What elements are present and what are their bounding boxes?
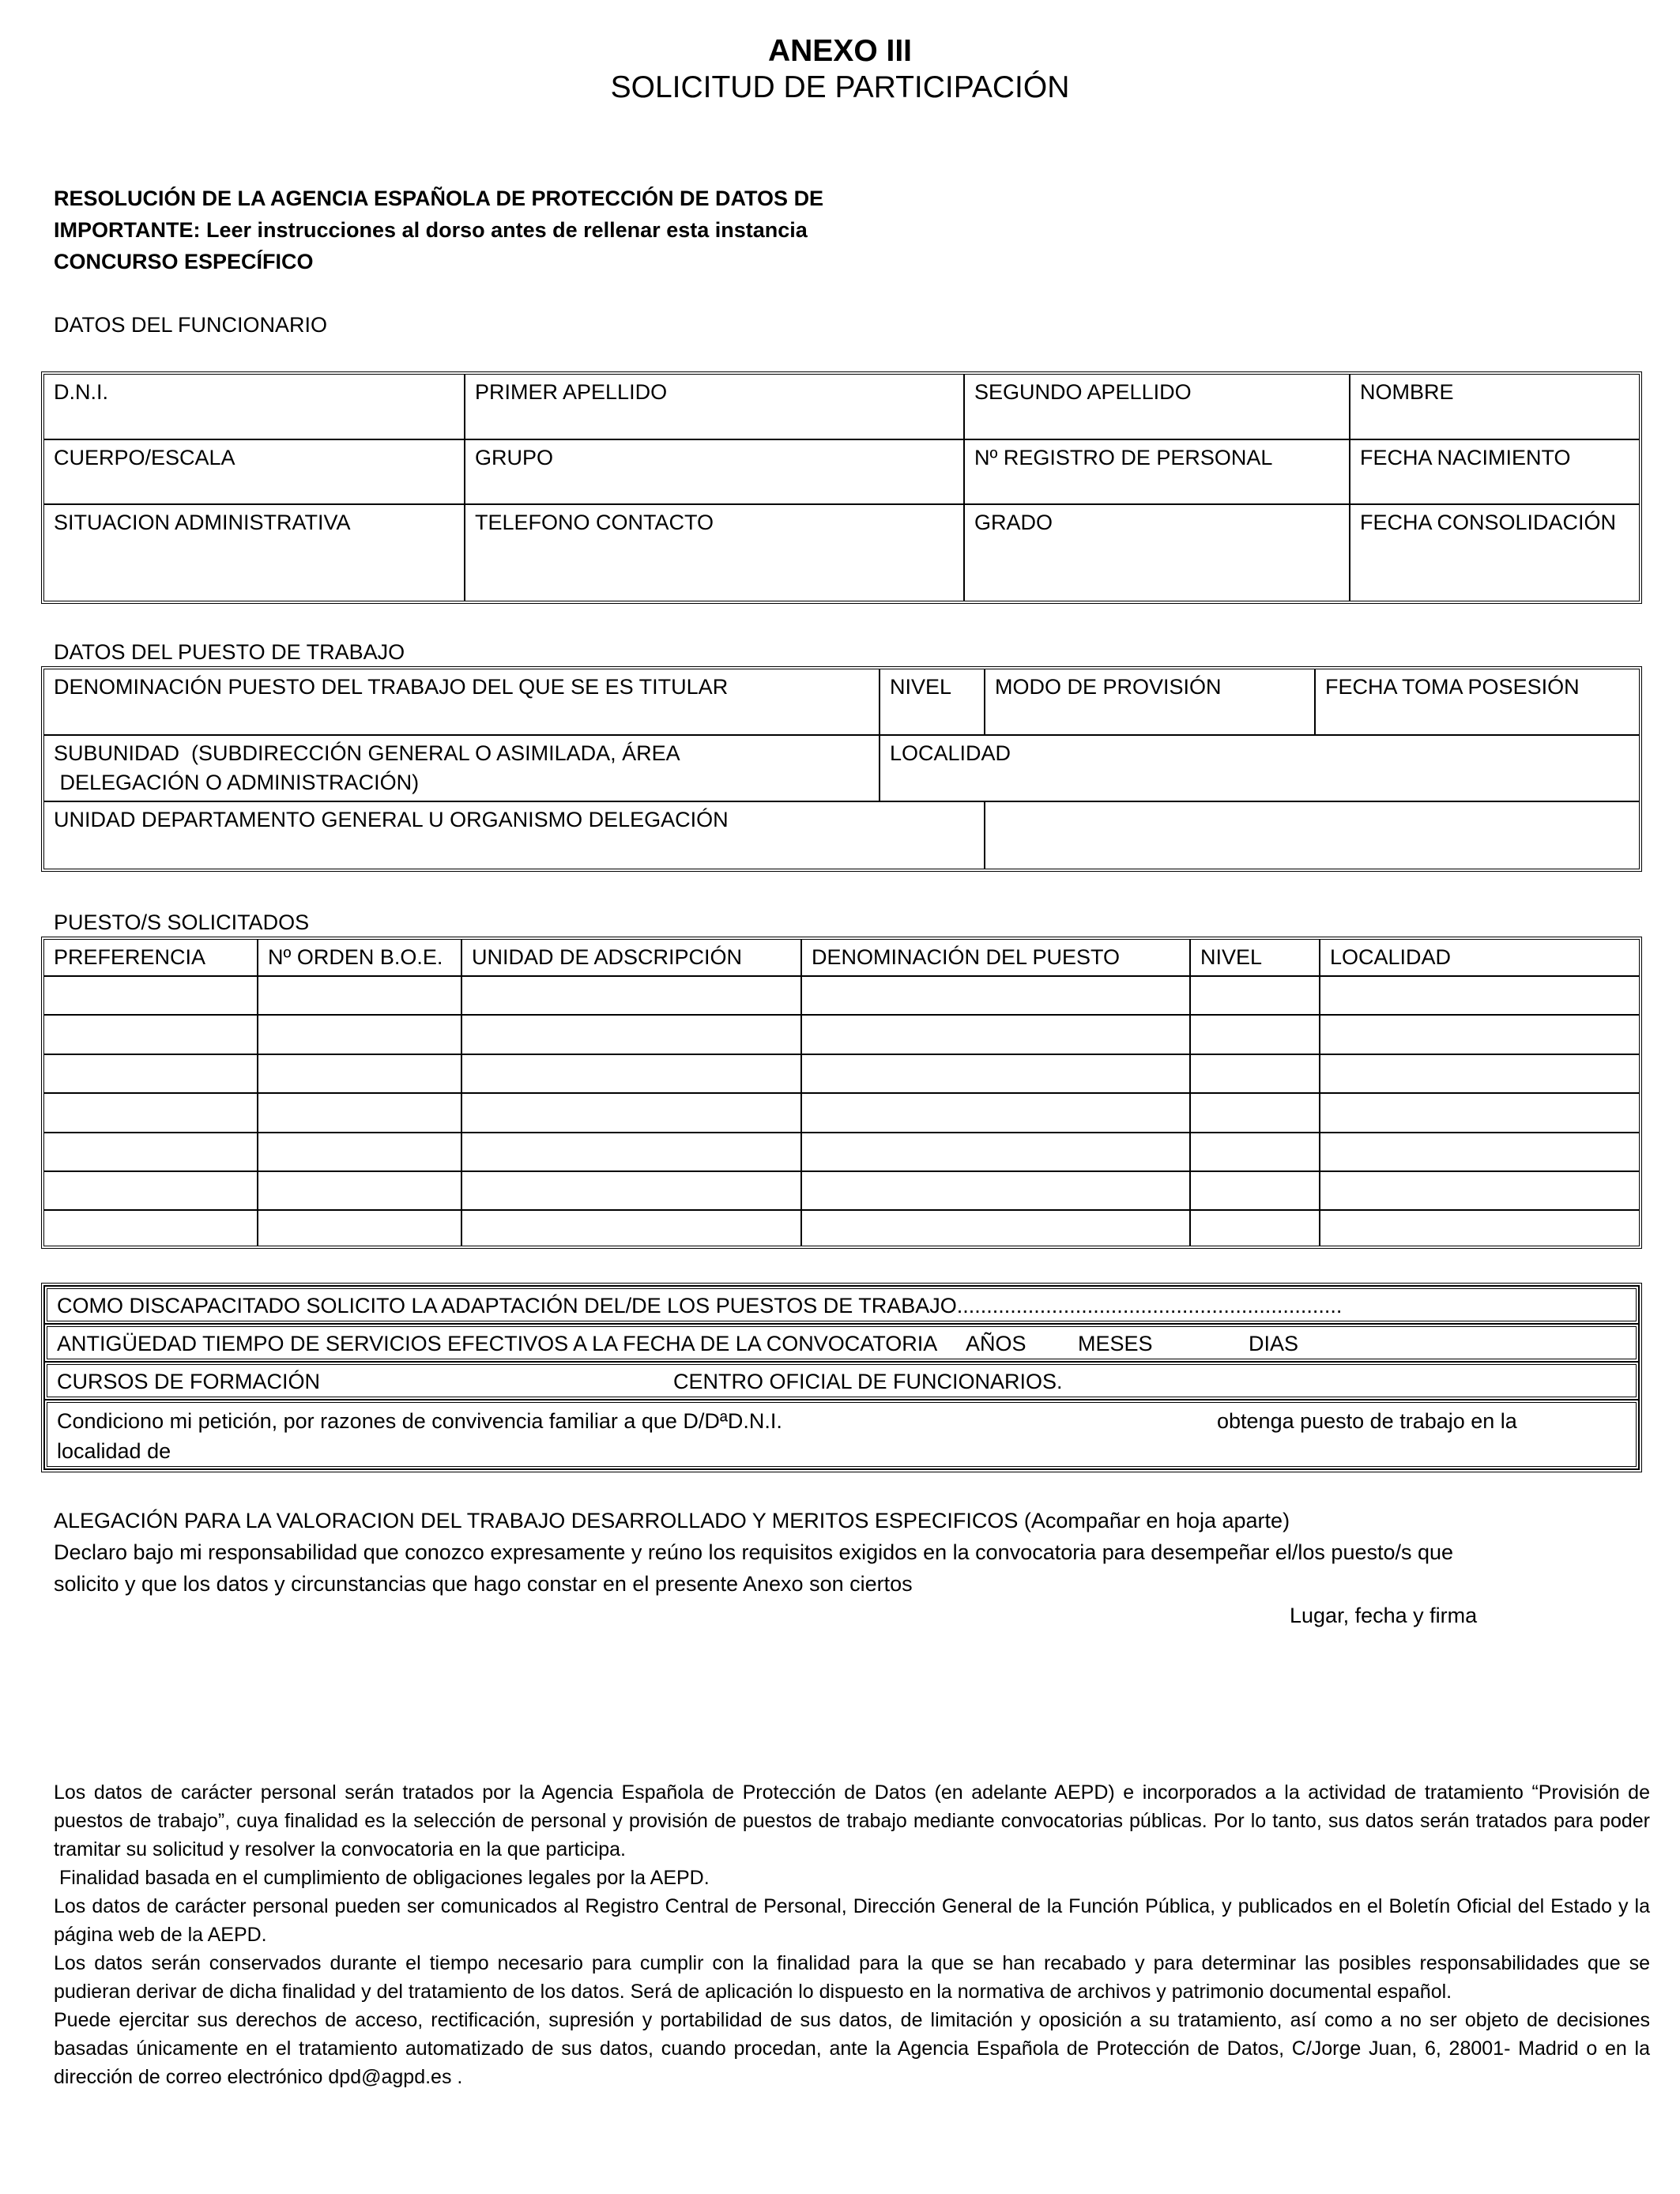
cell[interactable] <box>1190 1171 1320 1210</box>
signature-label: Lugar, fecha y firma <box>1290 1604 1478 1627</box>
cell[interactable] <box>258 1210 461 1246</box>
obtenga-label: obtenga puesto de trabajo en la <box>1217 1409 1517 1433</box>
funcionario-table <box>41 371 1642 604</box>
field-localidad[interactable]: LOCALIDAD <box>880 735 1639 801</box>
cell[interactable] <box>461 1171 801 1210</box>
table-row <box>44 976 1639 1015</box>
field-cuerpo-escala[interactable]: CUERPO/ESCALA <box>44 439 465 504</box>
column-header-nivel: NIVEL <box>1190 940 1320 976</box>
localidad-de-label: localidad de <box>57 1439 171 1463</box>
cell[interactable] <box>801 1015 1190 1054</box>
cell[interactable] <box>1320 1093 1639 1132</box>
cell[interactable] <box>1190 1093 1320 1132</box>
privacy-paragraph-2: Finalidad basada en el cumplimiento de obligaciones legales por la AEPD. <box>54 1867 710 1889</box>
section-heading-solicitados: PUESTO/S SOLICITADOS <box>54 910 310 934</box>
cell[interactable] <box>461 1054 801 1093</box>
section-heading-funcionario: DATOS DEL FUNCIONARIO <box>54 313 328 337</box>
cursos-label: CURSOS DE FORMACIÓN <box>57 1370 321 1393</box>
privacy-paragraph-5: Puede ejercitar sus derechos de acceso, rectificación, supresión y portabilidad de sus datos, de limitación y oposición a su tratamiento, así como a no ser objeto de decisiones basadas únicamente en el tratamiento automatizado de sus datos, cuando procedan, ante la Agencia Española de Protección de Datos, C/Jorge Juan, 6, 28001- Madrid o en la dirección de correo electrónico dpd@agpd.es . <box>54 2009 1650 2088</box>
privacy-paragraph-1: Los datos de carácter personal serán tratados por la Agencia Española de Protección de Datos (en adelante AEPD) e incorporados a la actividad de tratamiento “Provisión de puestos de trabajo”, cuya finalidad es la selección de personal y provisión de puestos de trabajo mediante convocatorias públicas. Por lo tanto, sus datos serán tratados para poder tramitar su solicitud y resolver la convocatoria en la que participa. <box>54 1781 1650 1860</box>
puesto-table <box>41 666 1642 872</box>
declaracion-line-1: Declaro bajo mi responsabilidad que conozco expresamente y reúno los requisitos exigidos en la convocatoria para desempeñar el/los puesto/s que <box>54 1540 1454 1564</box>
table-row <box>44 1015 1639 1054</box>
cell[interactable] <box>44 1171 258 1210</box>
field-nivel[interactable]: NIVEL <box>880 669 985 735</box>
cell[interactable] <box>1320 1054 1639 1093</box>
field-modo-provision[interactable]: MODO DE PROVISIÓN <box>985 669 1315 735</box>
row-antiguedad[interactable] <box>44 1324 1639 1362</box>
cell[interactable] <box>801 976 1190 1015</box>
column-header-unidad: UNIDAD DE ADSCRIPCIÓN <box>461 940 801 976</box>
column-header-preferencia: PREFERENCIA <box>44 940 258 976</box>
cell[interactable] <box>1320 1171 1639 1210</box>
cell[interactable] <box>461 1133 801 1171</box>
cell[interactable] <box>44 1054 258 1093</box>
field-fecha-nacimiento[interactable]: FECHA NACIMIENTO <box>1350 439 1639 504</box>
important-note: IMPORTANTE: Leer instrucciones al dorso antes de rellenar esta instancia <box>54 218 808 242</box>
extra-block <box>41 1283 1642 1472</box>
field-denominacion-titular[interactable]: DENOMINACIÓN PUESTO DEL TRABAJO DEL QUE SE ES TITULAR <box>44 669 880 735</box>
cell[interactable] <box>461 1015 801 1054</box>
cell[interactable] <box>1320 1015 1639 1054</box>
alegacion-heading: ALEGACIÓN PARA LA VALORACION DEL TRABAJO DESARROLLADO Y MERITOS ESPECIFICOS (Acompañar en hoja aparte) <box>54 1509 1290 1532</box>
subunidad-label-1: SUBUNIDAD (SUBDIRECCIÓN GENERAL O ASIMILADA, ÁREA <box>54 741 680 765</box>
field-fecha-toma-posesion[interactable]: FECHA TOMA POSESIÓN <box>1315 669 1639 735</box>
cell[interactable] <box>801 1054 1190 1093</box>
cell[interactable] <box>1190 1054 1320 1093</box>
cell[interactable] <box>1190 1133 1320 1171</box>
cell[interactable] <box>801 1133 1190 1171</box>
row-cursos[interactable] <box>44 1362 1639 1400</box>
cell[interactable] <box>44 1133 258 1171</box>
page-title: ANEXO III <box>767 34 913 68</box>
field-dni[interactable]: D.N.I. <box>44 375 465 439</box>
cell[interactable] <box>1190 1210 1320 1246</box>
meses-label: MESES <box>1078 1332 1153 1355</box>
cell[interactable] <box>258 1054 461 1093</box>
section-heading-puesto: DATOS DEL PUESTO DE TRABAJO <box>54 640 405 664</box>
cell[interactable] <box>1320 1210 1639 1246</box>
cell[interactable] <box>258 1133 461 1171</box>
field-segundo-apellido[interactable]: SEGUNDO APELLIDO <box>964 375 1350 439</box>
privacy-paragraph-4: Los datos serán conservados durante el tiempo necesario para cumplir con la finalidad para la que se han recabado y para determinar las posibles responsabilidades que se pudieran derivar de dicha finalidad y del tratamiento de los datos. Será de aplicación lo dispuesto en la normativa de archivos y patrimonio documental español. <box>54 1952 1650 2003</box>
declaracion-line-2: solicito y que los datos y circunstancias que hago constar en el presente Anexo son ciertos <box>54 1572 913 1596</box>
table-row <box>44 1054 1639 1093</box>
table-row <box>44 1171 1639 1210</box>
cell[interactable] <box>1190 976 1320 1015</box>
centro-label: CENTRO OFICIAL DE FUNCIONARIOS. <box>673 1370 1063 1393</box>
cell[interactable] <box>1190 1015 1320 1054</box>
cell[interactable] <box>258 976 461 1015</box>
column-header-orden-boe: Nº ORDEN B.O.E. <box>258 940 461 976</box>
field-fecha-consolidacion[interactable]: FECHA CONSOLIDACIÓN <box>1350 504 1639 601</box>
subunidad-label-2: DELEGACIÓN O ADMINISTRACIÓN) <box>54 771 420 794</box>
field-subunidad[interactable] <box>44 735 880 801</box>
field-registro-personal[interactable]: Nº REGISTRO DE PERSONAL <box>964 439 1350 504</box>
cell[interactable] <box>1320 976 1639 1015</box>
cell[interactable] <box>801 1171 1190 1210</box>
row-condiciono[interactable] <box>44 1400 1639 1469</box>
solicitados-table <box>41 937 1642 1249</box>
field-unidad-departamento[interactable]: UNIDAD DEPARTAMENTO GENERAL U ORGANISMO DELEGACIÓN <box>44 801 985 869</box>
cell[interactable] <box>44 1093 258 1132</box>
table-row <box>44 1133 1639 1171</box>
field-grado[interactable]: GRADO <box>964 504 1350 601</box>
discapacitado-label: COMO DISCAPACITADO SOLICITO LA ADAPTACIÓN DEL/DE LOS PUESTOS DE TRABAJO................................................................. <box>57 1294 1343 1318</box>
field-grupo[interactable]: GRUPO <box>465 439 964 504</box>
cell[interactable] <box>258 1171 461 1210</box>
field-telefono-contacto[interactable]: TELEFONO CONTACTO <box>465 504 964 601</box>
table-row <box>44 1210 1639 1246</box>
field-situacion-administrativa[interactable]: SITUACION ADMINISTRATIVA <box>44 504 465 601</box>
condiciono-label: Condiciono mi petición, por razones de convivencia familiar a que D/DªD.N.I. <box>57 1409 782 1433</box>
cell[interactable] <box>461 1093 801 1132</box>
privacy-paragraph-3: Los datos de carácter personal pueden ser comunicados al Registro Central de Personal, Dirección General de la Función Pública, y publicados en el Boletín Oficial del Estado y la página web de la AEPD. <box>54 1895 1650 1946</box>
resolution-line: RESOLUCIÓN DE LA AGENCIA ESPAÑOLA DE PROTECCIÓN DE DATOS DE <box>54 187 824 210</box>
cell[interactable] <box>258 1093 461 1132</box>
cell[interactable] <box>1320 1133 1639 1171</box>
column-header-localidad: LOCALIDAD <box>1320 940 1639 976</box>
dias-label: DIAS <box>1249 1332 1299 1355</box>
anos-label: AÑOS <box>966 1332 1026 1355</box>
cell[interactable] <box>801 1093 1190 1132</box>
page-subtitle: SOLICITUD DE PARTICIPACIÓN <box>610 70 1070 104</box>
field-unidad-valor[interactable] <box>985 801 1639 869</box>
cell[interactable] <box>461 1210 801 1246</box>
table-row <box>44 1093 1639 1132</box>
cell[interactable] <box>801 1210 1190 1246</box>
privacy-notice <box>54 1778 1650 2091</box>
contest-type: CONCURSO ESPECÍFICO <box>54 250 314 273</box>
field-primer-apellido[interactable]: PRIMER APELLIDO <box>465 375 964 439</box>
cell[interactable] <box>44 1015 258 1054</box>
cell[interactable] <box>258 1015 461 1054</box>
cell[interactable] <box>44 976 258 1015</box>
field-nombre[interactable]: NOMBRE <box>1350 375 1639 439</box>
antiguedad-label: ANTIGÜEDAD TIEMPO DE SERVICIOS EFECTIVOS A LA FECHA DE LA CONVOCATORIA <box>57 1332 938 1355</box>
cell[interactable] <box>44 1210 258 1246</box>
row-discapacitado[interactable] <box>44 1286 1639 1324</box>
column-header-denominacion: DENOMINACIÓN DEL PUESTO <box>801 940 1190 976</box>
cell[interactable] <box>461 976 801 1015</box>
